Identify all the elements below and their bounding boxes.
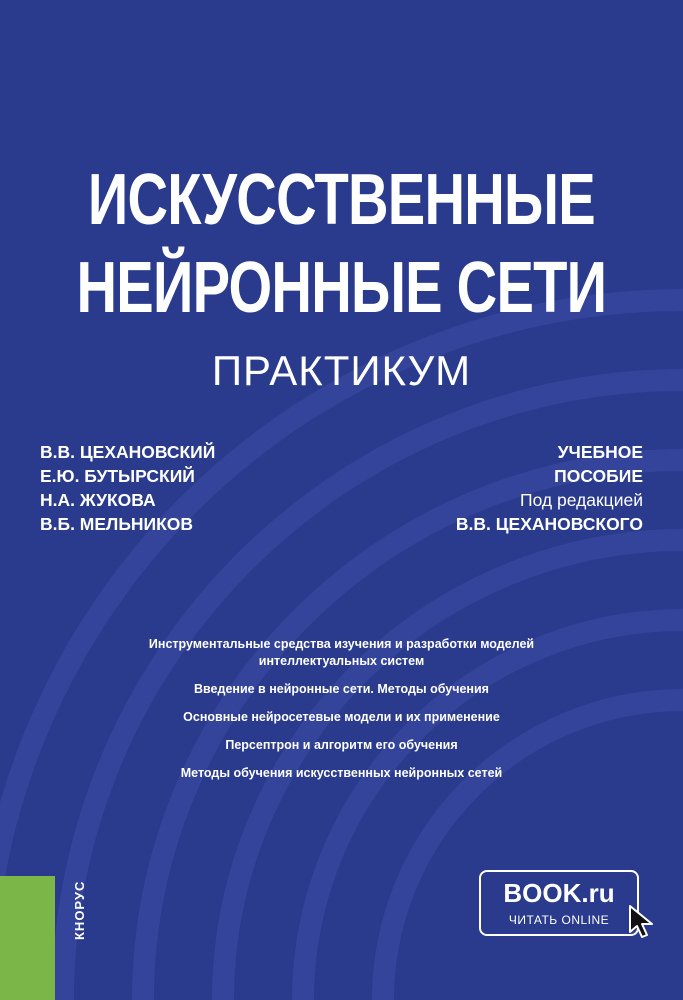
author: Е.Ю. БУТЫРСКИЙ xyxy=(40,466,195,486)
topics-list xyxy=(0,636,683,793)
authors-list xyxy=(40,440,215,536)
author: В.В. ЦЕХАНОВСКИЙ xyxy=(40,442,216,462)
editor-name: В.В. ЦЕХАНОВСКОГО xyxy=(455,514,643,534)
title-line-2: НЕЙРОННЫЕ СЕТИ xyxy=(76,248,607,328)
topic-item: Инструментальные средства изучения и разработки моделей интеллектуальных систем xyxy=(148,637,535,668)
green-block xyxy=(0,876,55,1000)
book-type-block xyxy=(456,440,643,536)
publisher-name: КНОРУС xyxy=(72,880,87,940)
cursor-arrow-icon xyxy=(628,904,658,940)
subtitle: ПРАКТИКУМ xyxy=(211,347,472,394)
book-type-line-2: ПОСОБИЕ xyxy=(554,466,643,486)
topic-item: Основные нейросетевые модели и их применение xyxy=(183,710,500,724)
author: Н.А. ЖУКОВА xyxy=(40,490,156,510)
author: В.Б. МЕЛЬНИКОВ xyxy=(40,514,194,534)
bookru-logo: BOOK.ru xyxy=(503,878,615,908)
topic-item: Методы обучения искусственных нейронных сетей xyxy=(180,766,503,780)
topic-item: Введение в нейронные сети. Методы обучения xyxy=(194,682,489,696)
bookru-badge[interactable] xyxy=(479,870,639,936)
book-type-line-1: УЧЕБНОЕ xyxy=(557,442,643,462)
title-line-1: ИСКУССТВЕННЫЕ xyxy=(87,160,595,240)
topic-item: Персептрон и алгоритм его обучения xyxy=(225,738,458,752)
bookru-tagline: ЧИТАТЬ ONLINE xyxy=(508,913,610,927)
editor-label: Под редакцией xyxy=(520,490,643,510)
